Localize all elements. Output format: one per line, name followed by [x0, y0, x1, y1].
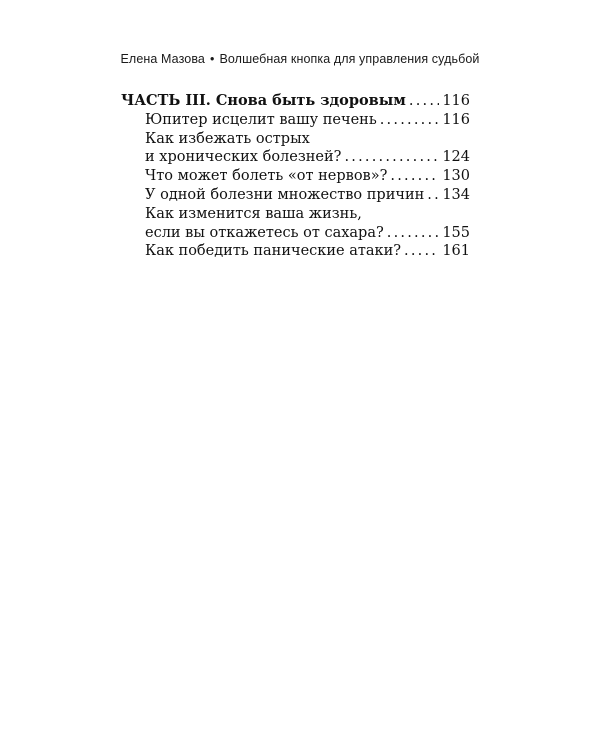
toc-page-number: 134 — [442, 186, 470, 203]
toc-dot-leader — [427, 186, 439, 205]
toc-entry[interactable] — [121, 167, 470, 186]
toc-entry-title-continued: если вы откажетесь от сахара? — [145, 224, 384, 241]
header-author: Елена Мазова — [120, 52, 205, 66]
toc-page-number: 124 — [442, 149, 470, 166]
toc-entry[interactable] — [121, 111, 470, 130]
running-header — [0, 52, 600, 66]
toc-dot-leader — [344, 148, 439, 167]
toc-entry[interactable] — [121, 224, 470, 243]
toc-dot-leader — [387, 224, 440, 243]
toc-entry-first-line[interactable] — [121, 130, 470, 149]
toc-entry[interactable] — [121, 148, 470, 167]
toc-entry-title: Как изменится ваша жизнь, — [145, 205, 362, 222]
header-separator: • — [209, 52, 215, 66]
toc-page-number: 116 — [442, 93, 470, 109]
toc-entry-title: Как избежать острых — [145, 130, 310, 147]
toc-page-number: 116 — [442, 111, 470, 128]
toc-dot-leader — [380, 111, 440, 130]
toc-entry-title: Как победить панические атаки? — [145, 243, 402, 260]
table-of-contents — [121, 92, 470, 261]
toc-entry-title-continued: и хронических болезней? — [145, 149, 342, 166]
toc-entry[interactable] — [121, 186, 470, 205]
toc-entry-title: Что может болеть «от нервов»? — [145, 168, 388, 185]
toc-page-number: 161 — [442, 243, 470, 260]
toc-part-title: ЧАСТЬ III. Снова быть здоровым — [121, 92, 406, 109]
toc-page-number: 130 — [442, 168, 470, 185]
toc-entry-title: Юпитер исцелит вашу печень — [145, 111, 377, 128]
header-book-title: Волшебная кнопка для управления судьбой — [219, 52, 480, 66]
toc-page-number: 155 — [442, 224, 470, 241]
toc-entry-title: У одной болезни множество причин — [145, 186, 425, 203]
toc-dot-leader — [404, 242, 439, 261]
toc-entry-first-line[interactable] — [121, 205, 470, 224]
toc-dot-leader — [409, 92, 439, 111]
toc-entry[interactable] — [121, 242, 470, 261]
toc-part-entry[interactable] — [121, 92, 470, 111]
toc-dot-leader — [390, 167, 439, 186]
